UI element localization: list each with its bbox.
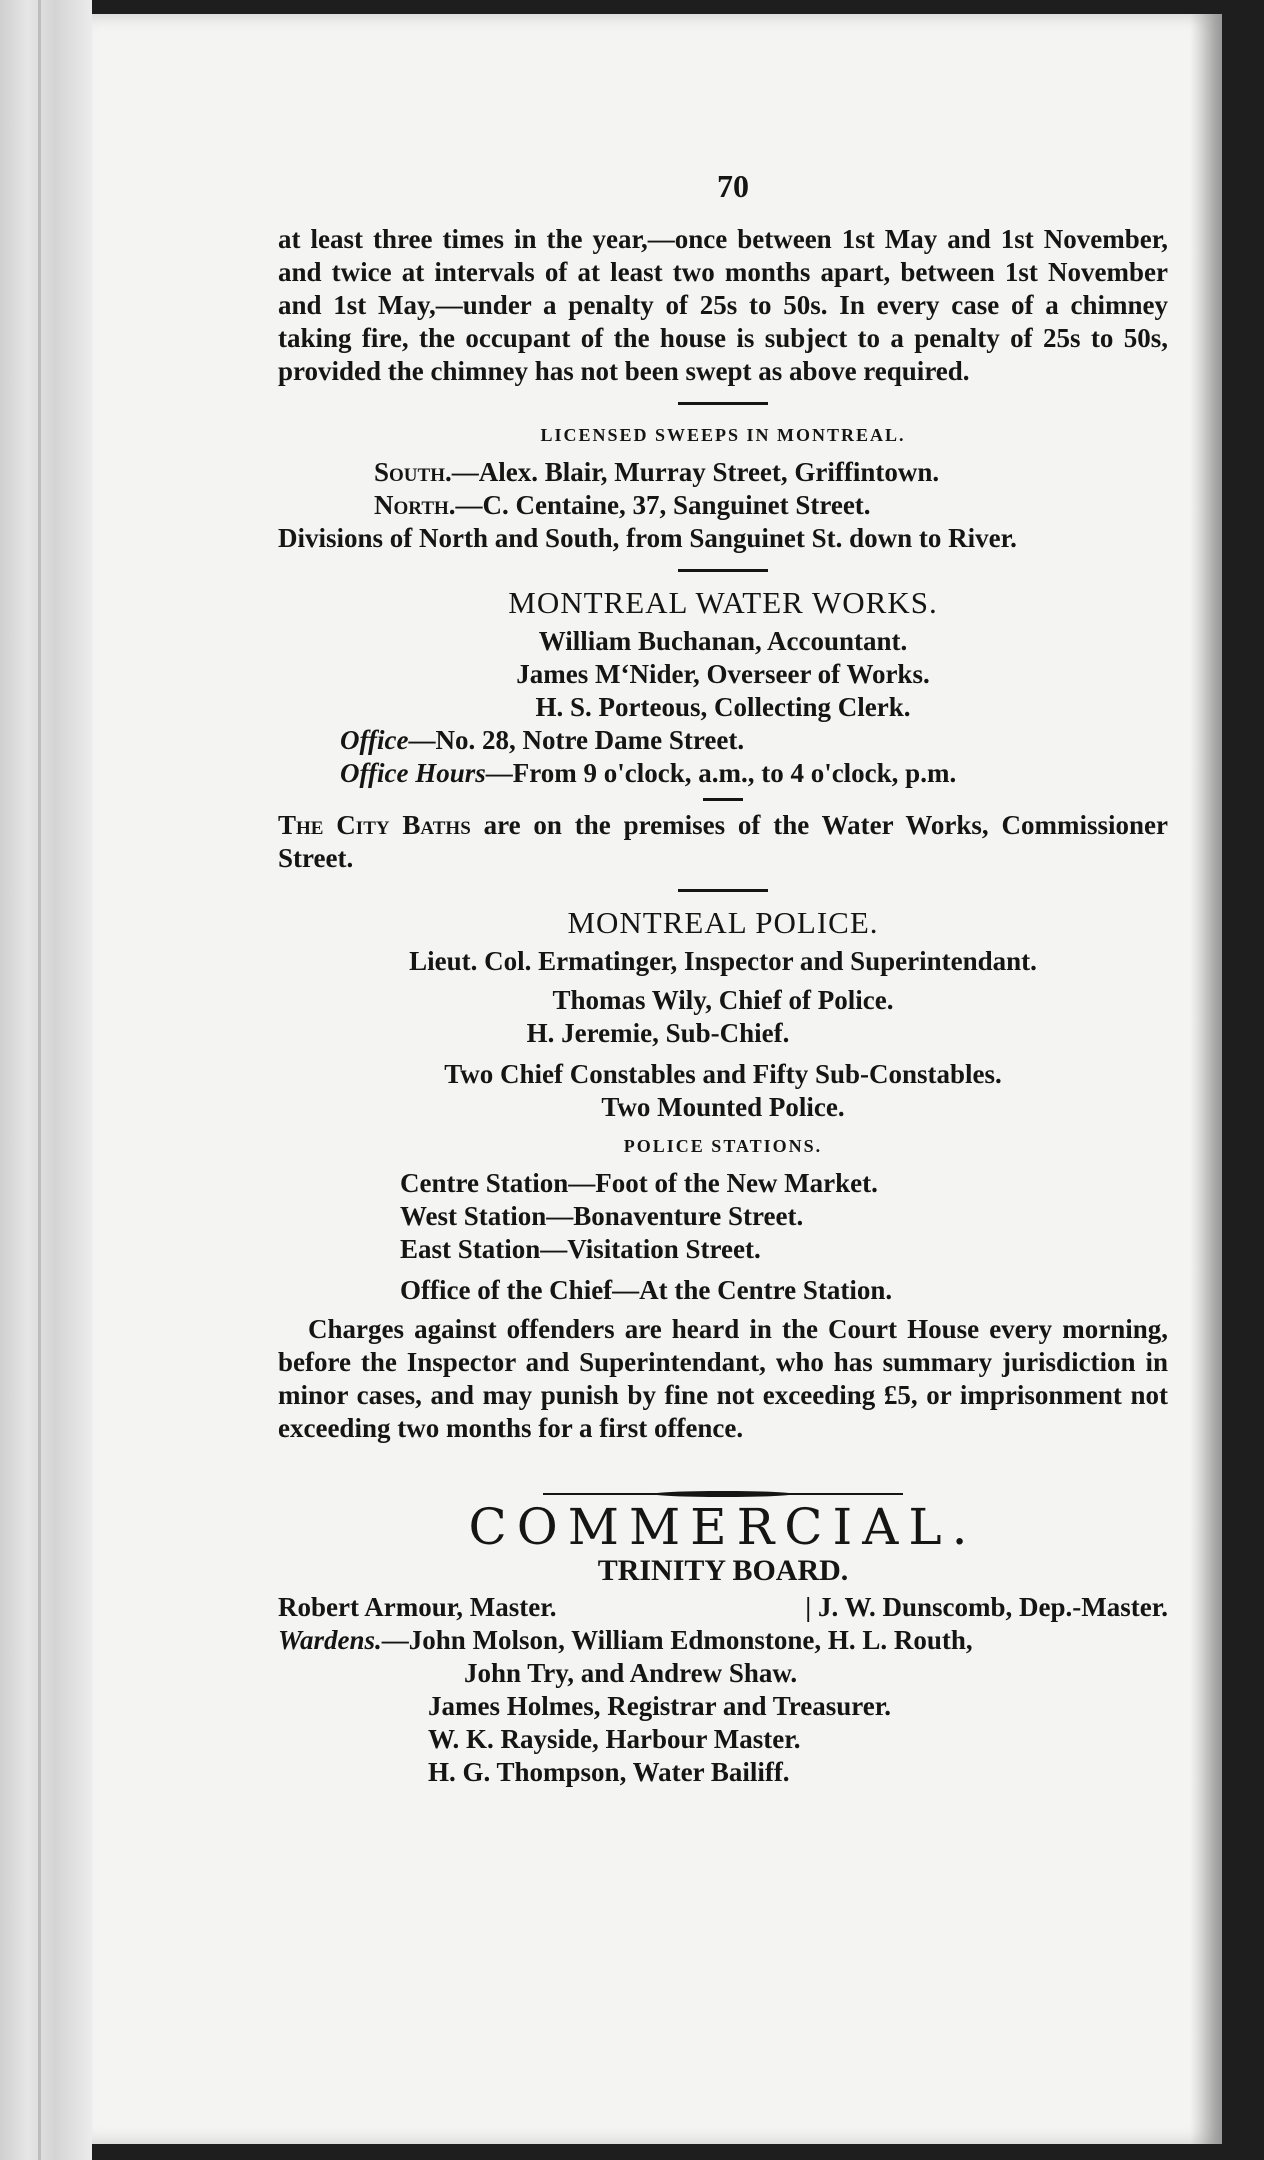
office-text: —No. 28, Notre Dame Street. — [408, 725, 745, 755]
stations-heading: POLICE STATIONS. — [623, 1136, 823, 1156]
divider — [678, 569, 768, 572]
north-label: North. — [374, 490, 456, 520]
hours-label: Office Hours — [340, 758, 486, 788]
station-entry: Centre Station—Foot of the New Market. — [400, 1168, 878, 1198]
baths-text: are on the premises of the Water Works, Commissioner Street. — [278, 810, 1168, 873]
divider — [703, 798, 743, 801]
water-works-staff: H. S. Porteous, Collecting Clerk. — [535, 692, 911, 722]
water-works-staff: James M‘Nider, Overseer of Works. — [516, 659, 930, 689]
sweep-north — [278, 489, 1168, 522]
officer-entry: W. K. Rayside, Harbour Master. — [428, 1724, 801, 1754]
officer-entry: H. G. Thompson, Water Bailiff. — [428, 1757, 790, 1787]
sweep-divisions: Divisions of North and South, from Sanguinet St. down to River. — [278, 523, 1017, 553]
commercial-heading: COMMERCIAL. — [468, 1498, 978, 1556]
wardens-text: —John Molson, William Edmonstone, H. L. Routh, — [381, 1625, 973, 1655]
wardens-continued: John Try, and Andrew Shaw. — [464, 1658, 798, 1688]
sweeps-heading: LICENSED SWEEPS IN MONTREAL. — [540, 425, 906, 445]
city-baths-paragraph — [278, 809, 1168, 875]
page-shadow — [1190, 14, 1222, 2144]
wardens-line — [278, 1624, 1168, 1657]
station-entry: West Station—Bonaventure Street. — [400, 1201, 804, 1231]
police-inspector: Lieut. Col. Ermatinger, Inspector and Superintendant. — [409, 946, 1037, 976]
police-chief: Thomas Wily, Chief of Police. — [552, 985, 894, 1015]
master: Robert Armour, Master. — [278, 1592, 557, 1622]
ornamental-rule — [543, 1487, 903, 1501]
police-mounted: Two Mounted Police. — [601, 1092, 845, 1122]
office-label: Office — [340, 725, 409, 755]
police-heading: MONTREAL POLICE. — [567, 905, 879, 940]
page-text — [278, 170, 1168, 1789]
wardens-label: Wardens. — [278, 1625, 382, 1655]
divider — [678, 402, 768, 405]
police-constables: Two Chief Constables and Fifty Sub-Constables. — [444, 1059, 1002, 1089]
hours-text: —From 9 o'clock, a.m., to 4 o'clock, p.m. — [485, 758, 957, 788]
water-works-office — [278, 724, 1168, 757]
sweep-south — [278, 456, 1168, 489]
south-text: —Alex. Blair, Murray Street, Griffintown. — [451, 457, 940, 487]
station-entry: East Station—Visitation Street. — [400, 1234, 761, 1264]
book-binding-edge — [0, 0, 92, 2160]
water-works-hours — [278, 757, 1168, 790]
south-label: South. — [374, 457, 452, 487]
baths-label: The City Baths — [278, 810, 471, 840]
chimney-paragraph: at least three times in the year,—once between 1st May and 1st November, and twice at intervals of at least two months apart, between 1st November and 1st May,—under a penalty of 25s to 50s. In every case of a chimney taking fire, the occupant of the house is subject to a penalty of 25s to 50s, provided the chimney has not been swept as above required. — [278, 224, 1168, 386]
page-number: 70 — [717, 168, 749, 204]
office-of-chief: Office of the Chief—At the Centre Station. — [400, 1275, 893, 1305]
north-text: —C. Centaine, 37, Sanguinet Street. — [455, 490, 871, 520]
officer-entry: James Holmes, Registrar and Treasurer. — [428, 1691, 891, 1721]
divider — [678, 889, 768, 892]
police-sub-chief: H. Jeremie, Sub-Chief. — [526, 1018, 790, 1048]
master-row — [278, 1591, 1168, 1624]
deputy-master: | J. W. Dunscomb, Dep.-Master. — [805, 1592, 1168, 1622]
charges-paragraph: Charges against offenders are heard in the Court House every morning, before the Inspector and Superintendant, who has summary jurisdiction in minor cases, and may punish by fine not exceeding £5, or imprisonment not exceeding two months for a first offence. — [278, 1314, 1168, 1443]
water-works-staff: William Buchanan, Accountant. — [538, 626, 908, 656]
water-works-heading: MONTREAL WATER WORKS. — [508, 585, 938, 620]
trinity-board-heading: TRINITY BOARD. — [597, 1554, 849, 1587]
